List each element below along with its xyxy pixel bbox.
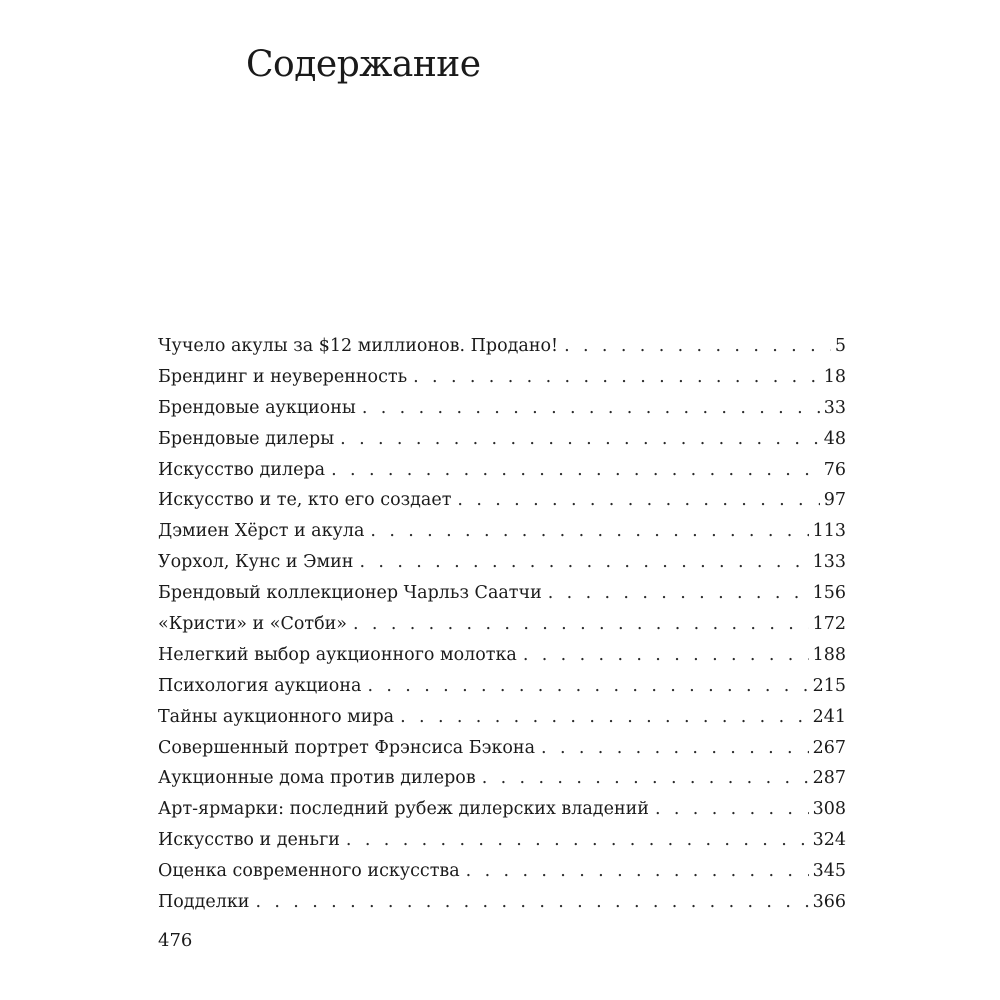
toc-entry-page: 113 [812,521,846,542]
dot-leader [466,856,809,887]
toc-entry-title: Брендовый коллекционер Чарльз Саатчи [158,583,542,604]
toc-entry[interactable] [158,609,846,640]
toc-entry[interactable] [158,825,846,856]
page-number: 476 [158,930,193,951]
toc-entry[interactable] [158,763,846,794]
dot-leader [541,733,809,764]
dot-leader [362,393,820,424]
toc-entry-title: Совершенный портрет Фрэнсиса Бэкона [158,737,536,758]
toc-entry-page: 18 [823,366,846,387]
dot-leader [523,640,809,671]
toc-entry[interactable] [158,671,846,702]
toc-entry-page: 156 [812,583,846,604]
dot-leader [359,547,808,578]
toc-entry-page: 345 [812,861,846,882]
toc-entry-page: 287 [812,768,846,789]
toc-entry[interactable] [158,794,846,825]
toc-entry[interactable] [158,733,846,764]
toc-entry-page: 366 [812,892,846,913]
toc-entry-title: Уорхол, Кунс и Эмин [158,552,354,573]
toc-entry-title: Психология аукциона [158,675,362,696]
toc-entry-page: 241 [812,706,846,727]
table-of-contents [158,331,846,918]
dot-leader [482,763,809,794]
toc-entry-title: Тайны аукционного мира [158,706,395,727]
toc-entry-title: Искусство дилера [158,459,326,480]
toc-entry-page: 188 [812,644,846,665]
toc-entry-page: 76 [823,459,846,480]
toc-entry[interactable] [158,702,846,733]
dot-leader [370,516,808,547]
toc-entry-title: Брендовые дилеры [158,428,335,449]
toc-entry-title: Искусство и те, кто его создает [158,490,452,511]
toc-entry[interactable] [158,455,846,486]
toc-entry-title: Аукционные дома против дилеров [158,768,476,789]
toc-entry-page: 5 [834,336,846,356]
toc-entry-title: Подделки [158,892,250,913]
toc-entry[interactable] [158,516,846,547]
toc-entry-title: «Кристи» и «Сотби» [158,614,347,635]
toc-entry-title: Брендинг и неуверенность [158,366,408,387]
toc-entry-page: 267 [812,737,846,758]
toc-entry-title: Брендовые аукционы [158,397,356,418]
toc-entry-title: Искусство и деньги [158,830,340,851]
dot-leader [548,578,809,609]
dot-leader [564,331,831,362]
dot-leader [457,485,819,516]
toc-entry-page: 172 [812,614,846,635]
dot-leader [367,671,808,702]
toc-entry[interactable] [158,547,846,578]
toc-entry[interactable] [158,362,846,393]
toc-entry[interactable] [158,393,846,424]
page-title: Содержание [246,44,481,85]
dot-leader [353,609,809,640]
dot-leader [346,825,809,856]
toc-entry-page: 48 [823,428,846,449]
toc-entry-title: Оценка современного искусства [158,861,460,882]
dot-leader [331,455,820,486]
toc-entry-title: Чучело акулы за $12 миллионов. Продано! [158,336,559,356]
dot-leader [255,887,808,918]
toc-entry-page: 97 [823,490,846,511]
toc-entry-page: 33 [823,397,846,418]
toc-entry[interactable] [158,640,846,671]
toc-entry[interactable] [158,485,846,516]
toc-entry-page: 215 [812,675,846,696]
toc-entry-page: 133 [812,552,846,573]
toc-entry[interactable] [158,424,846,455]
toc-entry-title: Дэмиен Хёрст и акула [158,521,365,542]
toc-entry-title: Нелегкий выбор аукционного молотка [158,644,517,665]
dot-leader [340,424,820,455]
toc-entry[interactable] [158,856,846,887]
toc-entry-title: Арт-ярмарки: последний рубеж дилерских владений [158,799,649,820]
dot-leader [655,794,809,825]
toc-entry-page: 324 [812,830,846,851]
dot-leader [400,702,809,733]
toc-entry[interactable] [158,331,846,362]
toc-entry-page: 308 [812,799,846,820]
toc-entry[interactable] [158,578,846,609]
dot-leader [413,362,820,393]
toc-entry[interactable] [158,887,846,918]
